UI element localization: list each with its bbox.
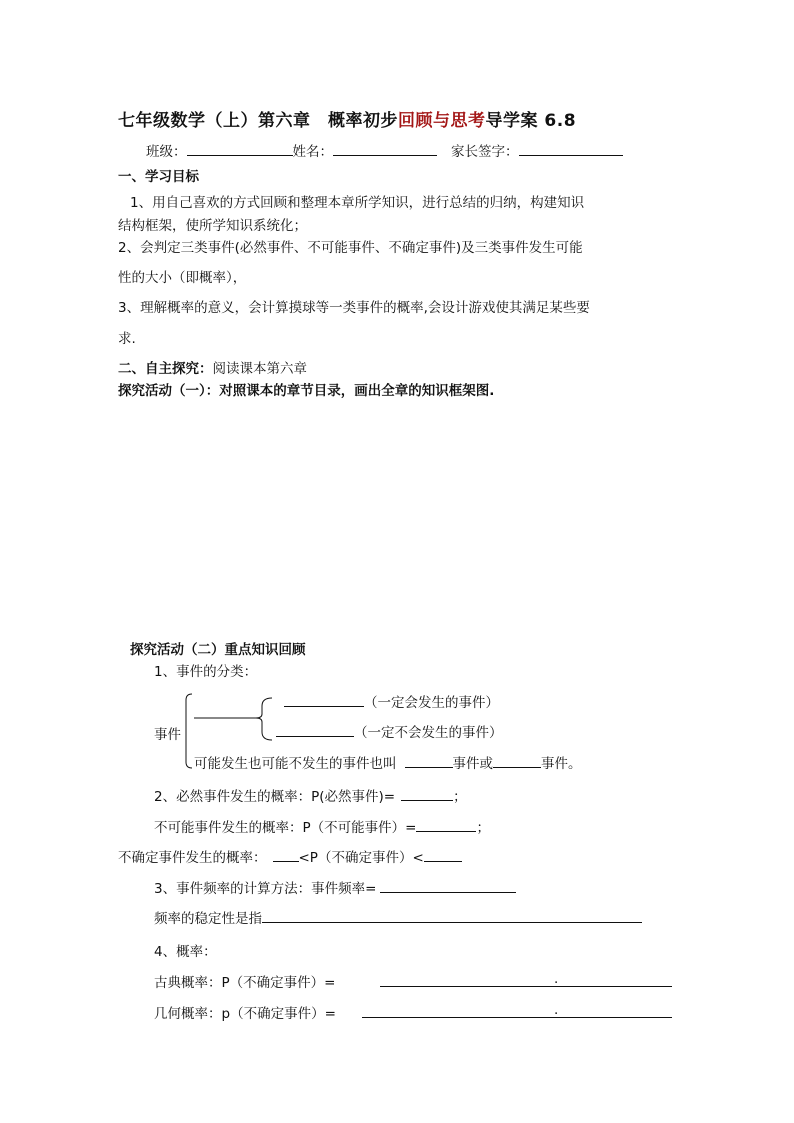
goal3-line1: 3、理解概率的意义，会计算摸球等一类事件的概率,会设计游戏使其满足某些要	[118, 300, 590, 316]
goal1-number: 1	[130, 195, 139, 211]
activity2-heading: 探究活动（二）重点知识回顾	[130, 642, 306, 658]
sure-event-desc: （一定会发生的事件）	[364, 695, 499, 711]
goal2-line1: 2、会判定三类事件(必然事件、不可能事件、不确定事件)及三类事件发生可能	[118, 240, 583, 256]
uncertain-blank-2[interactable]	[493, 753, 541, 768]
sure-event-blank[interactable]	[284, 692, 364, 707]
inner-brace	[256, 698, 272, 740]
goal2-line2: 性的大小（即概率），	[118, 270, 247, 286]
item4-probability: 4、概率：	[154, 944, 217, 960]
header-fields	[146, 140, 623, 160]
item2-sure-probability: 2、必然事件发生的概率：P(必然事件)= ；	[154, 785, 467, 805]
classical-dot: .	[554, 971, 559, 987]
impossible-event-line	[276, 721, 503, 741]
uncertain-lower-blank[interactable]	[273, 847, 299, 862]
frequency-stability: 频率的稳定性是指	[154, 907, 642, 927]
sure-event-line	[284, 691, 499, 711]
parent-signature-label: 家长签字：	[451, 144, 519, 160]
goal3-line2: 求.	[118, 331, 136, 347]
geometric-probability: 几何概率：p（不确定事件）=	[154, 1006, 336, 1022]
name-field[interactable]	[333, 141, 437, 156]
name-label: 姓名：	[292, 144, 333, 160]
goal1-line2: 结构框架，使所学知识系统化；	[118, 218, 307, 234]
activity1-heading: 探究活动（一）：对照课本的章节目录，画出全章的知识框架图.	[118, 383, 495, 399]
impossible-probability: 不可能事件发生的概率：P（不可能事件）= ；	[154, 816, 490, 836]
class-label: 班级：	[146, 144, 187, 160]
frequency-blank[interactable]	[380, 878, 516, 893]
section2-heading: 二、自主探究：阅读课本第六章	[118, 361, 307, 377]
title-part2: 导学案 6.8	[485, 111, 577, 131]
event-label: 事件	[154, 727, 181, 743]
stability-blank[interactable]	[262, 908, 642, 923]
geometric-dot: .	[554, 1002, 559, 1018]
geometric-probability-blank[interactable]	[362, 1017, 672, 1018]
impossible-probability-blank[interactable]	[416, 817, 476, 832]
class-field[interactable]	[187, 141, 293, 156]
uncertain-probability: 不确定事件发生的概率： <P（不确定事件）<	[118, 846, 462, 866]
classical-probability: 古典概率：P（不确定事件）=	[154, 975, 336, 991]
parent-signature-field[interactable]	[519, 141, 623, 156]
goal1-line1: 1、用自己喜欢的方式回顾和整理本章所学知识，进行总结的归纳，构建知识	[130, 195, 585, 211]
title-part1: 七年级数学（上）第六章 概率初步	[118, 111, 398, 131]
page-title	[118, 106, 576, 131]
impossible-event-desc: （一定不会发生的事件）	[354, 725, 503, 741]
title-highlight: 回顾与思考	[398, 111, 486, 131]
impossible-event-blank[interactable]	[276, 722, 354, 737]
uncertain-blank-1[interactable]	[405, 753, 453, 768]
item3-frequency: 3、事件频率的计算方法：事件频率=	[154, 877, 516, 897]
uncertain-upper-blank[interactable]	[424, 847, 462, 862]
uncertain-event-line: 可能发生也可能不发生的事件也叫 事件或 事件。	[194, 752, 582, 772]
outer-bracket	[186, 694, 192, 768]
section1-heading: 一、学习目标	[118, 169, 199, 185]
sure-probability-blank[interactable]	[401, 786, 453, 801]
classical-probability-blank[interactable]	[380, 986, 672, 987]
item1-event-classification: 1、事件的分类：	[154, 664, 258, 680]
